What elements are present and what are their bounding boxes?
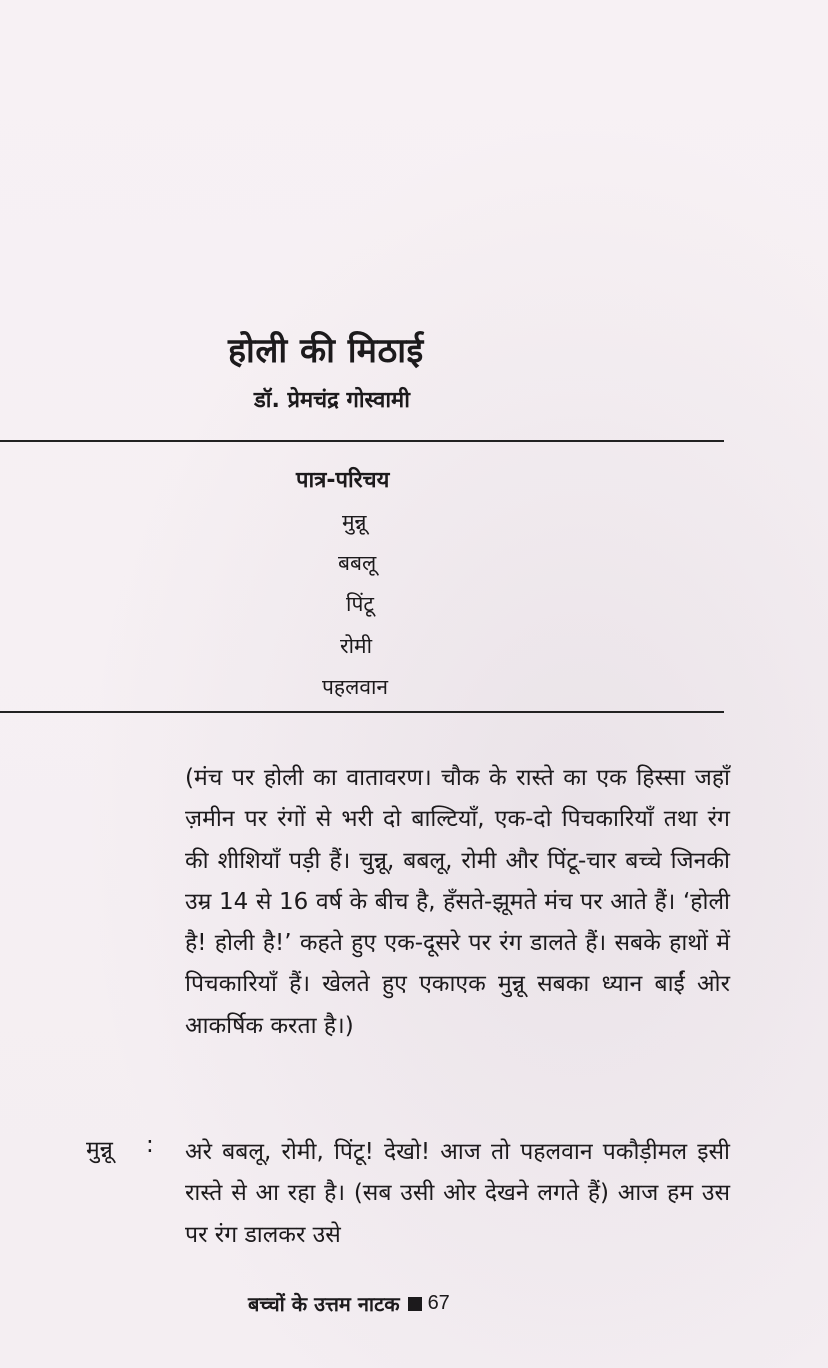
cast-member: मुन्नू — [342, 510, 367, 534]
cast-member: पहलवान — [322, 675, 389, 699]
square-bullet-icon — [408, 1297, 422, 1311]
page-number: 67 — [427, 1292, 450, 1314]
dialogue-speaker: मुन्नू — [86, 1137, 113, 1163]
play-title: होली की मिठाई — [228, 331, 424, 371]
stage-direction: (मंच पर होली का वातावरण। चौक के रास्ते का एक हिस्सा जहाँ ज़मीन पर रंगों से भरी दो बाल्टियाँ, एक-दो पिचकारियाँ तथा रंग की शीशियाँ पड़ी हैं। चुन्नू, बबलू, रोमी और पिंटू-चार बच्चे जिनकी उम्र 14 से 16 वर्ष के बीच है, हँसते-झूमते मंच पर आते हैं। ‘होली है! होली है!’ कहते हुए एक-दूसरे पर रंग डालते हैं। सबके हाथों में पिचकारियाँ हैं। खेलते हुए एकाएक मुन्नू सबका ध्यान बाईं ओर आकर्षिक करता है।) — [185, 765, 730, 1039]
cast-member: पिंटू — [346, 592, 374, 616]
top-divider — [0, 440, 724, 442]
cast-heading: पात्र-परिचय — [296, 468, 390, 493]
dialogue-text: अरे बबलू, रोमी, पिंटू! देखो! आज तो पहलवान पकौड़ीमल इसी रास्ते से आ रहा है। (सब उसी ओर देखने लगते हैं) आज हम उस पर रंग डालकर उसे — [185, 1139, 730, 1248]
cast-member: रोमी — [340, 634, 373, 658]
play-author: डॉ. प्रेमचंद्र गोस्वामी — [254, 388, 410, 413]
speaker-separator: : — [146, 1132, 154, 1158]
cast-member: बबलू — [338, 551, 377, 575]
page-footer — [248, 1290, 450, 1317]
bottom-divider — [0, 711, 724, 713]
footer-book-title: बच्चों के उत्तम नाटक — [248, 1292, 400, 1316]
